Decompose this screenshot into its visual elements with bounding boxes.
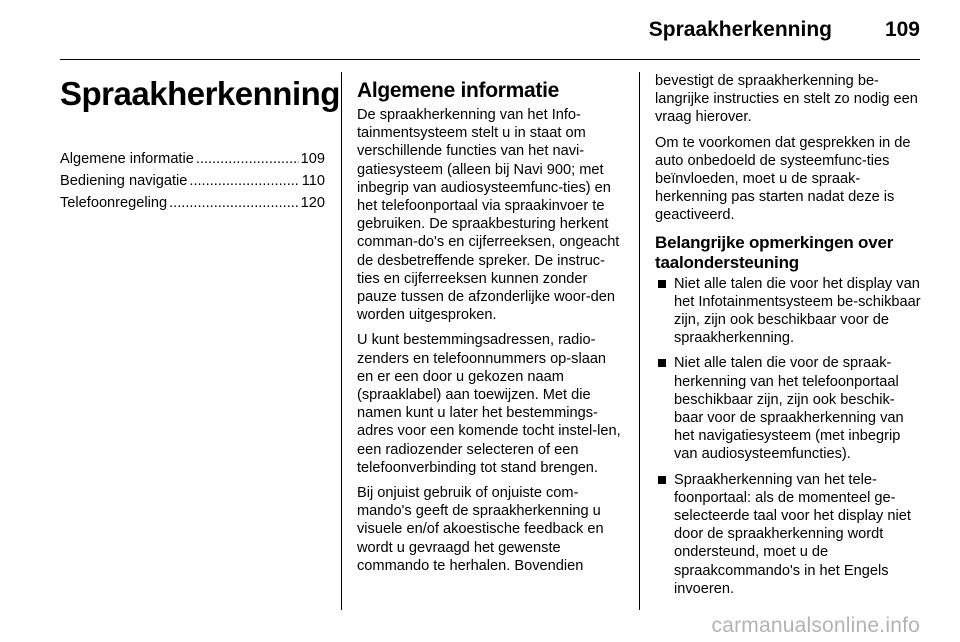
list-item-text: Niet alle talen die voor de spraak-herkenning van het telefoonportaal beschikbaar zijn, zijn ook beschik-baar voor de spraakherkenning van het navigatiesysteem (met inbegrip van audiosysteemfuncties). [674,355,904,463]
toc-entry-page: 109 [300,151,325,167]
table-of-contents [60,148,325,214]
square-bullet-icon [658,280,666,288]
toc-leader-dots [196,148,299,170]
toc-entry-label: Bediening navigatie [60,173,188,189]
list-item [655,471,921,598]
toc-entry-page: 120 [300,195,325,211]
body-paragraph: U kunt bestemmingsadressen, radio-zenders en telefoonnummers op-slaan en er een door u gekozen naam (spraaklabel) aan toewijzen. Met die namen kunt u later het bestemmings-adres voor een komende tocht instel-len, een radiozender selecteren of een telefoonverbinding tot stand brengen. [357,332,621,476]
toc-entry-label: Algemene informatie [60,151,194,167]
body-paragraph: bevestigt de spraakherkenning be-langrijke instructies en stelt zo nodig een vraag hierover. [655,73,918,126]
toc-entry-bediening-navigatie[interactable] [60,170,325,192]
toc-entry-algemene-informatie[interactable] [60,148,325,170]
list-item-text: Spraakherkenning van het tele-foonportaal: als de momenteel ge-selecteerde taal voor het display niet door de spraakherkenning wordt ondersteund, moet u de spraakcommando's in het Engels invoeren. [674,471,911,597]
column-divider-right [639,72,640,610]
square-bullet-icon [658,476,666,484]
section-title: Algemene informatie [357,79,560,102]
chapter-title: Spraakherkenning [60,75,340,112]
column-divider-left [341,72,342,610]
square-bullet-icon [658,359,666,367]
subsection-title: Belangrijke opmerkingen over taalondersteuning [655,232,894,272]
body-paragraph: Bij onjuist gebruik of onjuiste com-mando's geeft de spraakherkenning u visuele en/of akoestische feedback en wordt u gevraagd het gewenste commando te herhalen. Bovendien [357,485,604,574]
body-paragraph: De spraakherkenning van het Info-tainmentsysteem stelt u in staat om verschillende functies van het navi-gatiesysteem (alleen bij Navi 900; met inbegrip van audiosysteemfunc-ties) en het telefoonportaal via spraakinvoer te gebruiken. De spraakbesturing herkent comman-do's en cijferreeksen, ongeacht de desbetreffende spreker. De instruc-ties en cijferreeksen kunnen zonder pauze tussen de afzonderlijke woor-den worden uitgesproken. [357,107,620,324]
middle-column [357,72,625,582]
right-column [655,72,921,605]
toc-entry-telefoonregeling[interactable] [60,192,325,214]
page-number: 109 [884,18,920,41]
list-item [655,275,921,348]
watermark: carmanualsonline.info [711,614,920,637]
body-paragraph: Om te voorkomen dat gesprekken in de auto onbedoeld de systeemfunc-ties beïnvloeden, moet u de spraak-herkenning pas starten nadat deze is geactiveerd. [655,134,911,224]
page-header [60,18,920,48]
bullet-list [655,275,921,598]
header-rule [60,59,920,60]
running-header-title: Spraakherkenning [648,18,832,41]
toc-leader-dots [189,170,299,192]
list-item-text: Niet alle talen die voor het display van het Infotainmentsysteem be-schikbaar zijn, zijn ook beschikbaar voor de spraakherkenning. [674,275,921,347]
toc-leader-dots [169,192,299,214]
chapter-column [60,72,340,214]
toc-entry-label: Telefoonregeling [60,195,168,211]
list-item [655,354,921,463]
toc-entry-page: 110 [301,173,325,189]
